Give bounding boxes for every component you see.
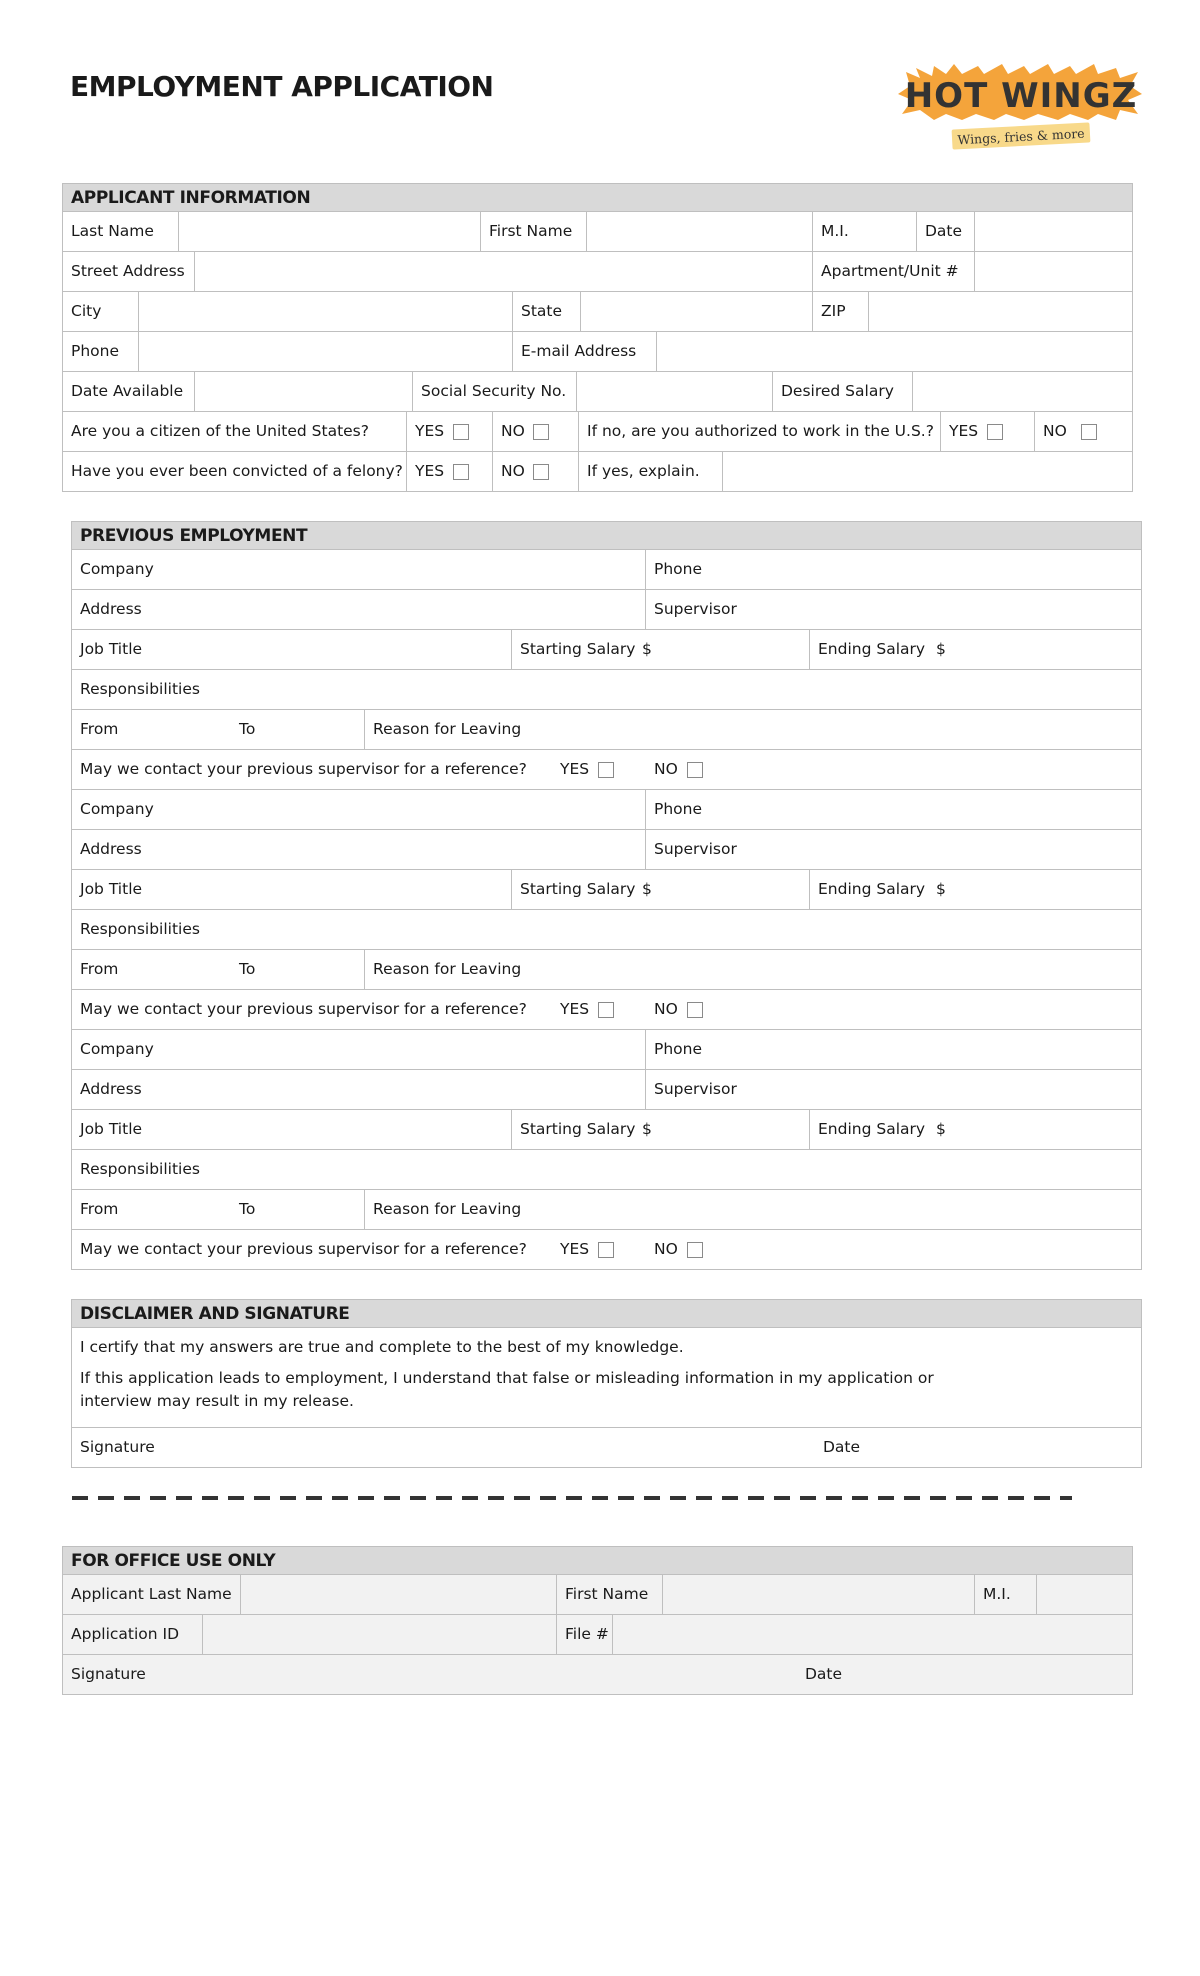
no-label: NO	[501, 462, 525, 480]
from-label: From	[80, 720, 119, 738]
starting-salary-label: Starting Salary	[520, 880, 636, 898]
employer-row-address	[72, 590, 1141, 630]
file-label: File #	[557, 1615, 613, 1654]
starting-salary-field[interactable]	[512, 870, 810, 909]
job-title-field[interactable]: Job Title	[72, 870, 512, 909]
authorized-question: If no, are you authorized to work in the U.S.?	[579, 412, 941, 451]
contact-yes-checkbox[interactable]	[598, 1242, 614, 1258]
contact-no-checkbox[interactable]	[687, 1242, 703, 1258]
ending-salary-field[interactable]	[810, 1110, 1141, 1149]
explain-field[interactable]	[723, 452, 1132, 491]
reason-for-leaving-field[interactable]: Reason for Leaving	[373, 1200, 522, 1218]
felony-question: Have you ever been convicted of a felony?	[63, 452, 407, 491]
employer-address-field[interactable]: Address	[72, 830, 646, 869]
apartment-label: Apartment/Unit #	[813, 252, 975, 291]
employer-row-dates	[72, 1190, 1141, 1230]
city-field[interactable]	[139, 292, 513, 331]
date-available-label: Date Available	[63, 372, 195, 411]
first-name-field[interactable]	[663, 1575, 975, 1614]
employer-row-company	[72, 790, 1141, 830]
currency-symbol: $	[642, 880, 652, 898]
to-label: To	[239, 1200, 256, 1218]
employer-row-contact	[72, 990, 1141, 1030]
section-header: PREVIOUS EMPLOYMENT	[72, 522, 1141, 550]
ssn-field[interactable]	[577, 372, 773, 411]
state-field[interactable]	[581, 292, 813, 331]
applicant-last-name-field[interactable]	[241, 1575, 557, 1614]
company-field[interactable]: Company	[72, 790, 646, 829]
form-row-availability	[63, 372, 1132, 412]
yes-label: YES	[949, 422, 979, 440]
office-use-section	[62, 1546, 1133, 1695]
currency-symbol: $	[642, 640, 652, 658]
section-header: APPLICANT INFORMATION	[63, 184, 1132, 212]
release-statement: If this application leads to employment, I understand that false or misleading information in my application or interview may result in my release.	[80, 1369, 934, 1410]
authorized-no-option[interactable]	[1035, 412, 1132, 451]
reason-for-leaving-field[interactable]: Reason for Leaving	[373, 960, 522, 978]
to-label: To	[239, 720, 256, 738]
no-label: NO	[654, 1000, 678, 1018]
felony-no-option[interactable]	[493, 452, 579, 491]
employer-row-company	[72, 550, 1141, 590]
citizen-no-checkbox[interactable]	[533, 424, 549, 440]
previous-employment-section	[71, 521, 1142, 1270]
contact-question: May we contact your previous supervisor for a reference?	[80, 1000, 527, 1018]
employer-address-field[interactable]: Address	[72, 590, 646, 629]
from-label: From	[80, 1200, 119, 1218]
employer-row-responsibilities	[72, 910, 1141, 950]
ending-salary-label: Ending Salary	[818, 1120, 926, 1138]
desired-salary-label: Desired Salary	[773, 372, 913, 411]
applicant-information-section	[62, 183, 1133, 492]
form-row-citizenship	[63, 412, 1132, 452]
section-header: DISCLAIMER AND SIGNATURE	[72, 1300, 1141, 1328]
desired-salary-field[interactable]	[913, 372, 1132, 411]
street-address-label: Street Address	[63, 252, 195, 291]
form-row-city	[63, 292, 1132, 332]
responsibilities-field[interactable]: Responsibilities	[80, 920, 200, 938]
svg-text:HOT WINGZ: HOT WINGZ	[904, 76, 1138, 116]
form-row-address	[63, 252, 1132, 292]
dates-field[interactable]	[72, 950, 365, 989]
employer-address-field[interactable]: Address	[72, 1070, 646, 1109]
no-label: NO	[654, 760, 678, 778]
state-label: State	[513, 292, 581, 331]
date-field[interactable]	[975, 212, 1132, 251]
office-row-name	[63, 1575, 1132, 1615]
employer-block	[72, 1030, 1141, 1270]
starting-salary-label: Starting Salary	[520, 640, 636, 658]
disclaimer-section	[71, 1299, 1142, 1468]
mi-label: M.I.	[975, 1575, 1037, 1614]
form-row-contact	[63, 332, 1132, 372]
certify-statement: I certify that my answers are true and complete to the best of my knowledge.	[80, 1338, 684, 1356]
employer-row-address	[72, 830, 1141, 870]
responsibilities-field[interactable]: Responsibilities	[80, 680, 200, 698]
city-label: City	[63, 292, 139, 331]
supervisor-field[interactable]: Supervisor	[654, 600, 737, 618]
date-available-field[interactable]	[195, 372, 413, 411]
citizen-question: Are you a citizen of the United States?	[63, 412, 407, 451]
job-title-field[interactable]: Job Title	[72, 630, 512, 669]
form-row-name	[63, 212, 1132, 252]
employer-row-contact	[72, 1230, 1141, 1270]
disclaimer-text	[72, 1328, 1141, 1428]
employer-phone-field[interactable]: Phone	[654, 560, 703, 578]
contact-yes-checkbox[interactable]	[598, 762, 614, 778]
employer-row-responsibilities	[72, 670, 1141, 710]
email-label: E-mail Address	[513, 332, 657, 371]
employer-phone-field[interactable]: Phone	[654, 1040, 703, 1058]
employer-row-address	[72, 1070, 1141, 1110]
first-name-field[interactable]	[587, 212, 813, 251]
authorized-yes-option[interactable]	[941, 412, 1035, 451]
currency-symbol: $	[642, 1120, 652, 1138]
date-label: Date	[805, 1665, 843, 1683]
employer-block	[72, 790, 1141, 1030]
application-id-label: Application ID	[63, 1615, 203, 1654]
company-field[interactable]: Company	[72, 1030, 646, 1069]
no-label: NO	[1043, 422, 1067, 440]
felony-yes-checkbox[interactable]	[453, 464, 469, 480]
mi-field[interactable]	[1037, 1575, 1132, 1614]
starting-salary-field[interactable]	[512, 630, 810, 669]
currency-symbol: $	[936, 880, 946, 898]
form-row-felony	[63, 452, 1132, 492]
authorized-no-checkbox[interactable]	[1081, 424, 1097, 440]
employer-block	[72, 550, 1141, 790]
yes-label: YES	[560, 1000, 590, 1018]
citizen-no-option[interactable]	[493, 412, 579, 451]
employer-row-job	[72, 870, 1141, 910]
date-label: Date	[823, 1438, 861, 1456]
supervisor-field[interactable]: Supervisor	[654, 840, 737, 858]
starting-salary-field[interactable]	[512, 1110, 810, 1149]
file-field[interactable]	[613, 1615, 1132, 1654]
explain-label: If yes, explain.	[579, 452, 723, 491]
ending-salary-field[interactable]	[810, 870, 1141, 909]
no-label: NO	[501, 422, 525, 440]
signature-row[interactable]	[72, 1428, 1141, 1468]
felony-yes-option[interactable]	[407, 452, 493, 491]
phone-label: Phone	[63, 332, 139, 371]
applicant-last-name-label: Applicant Last Name	[63, 1575, 241, 1614]
supervisor-field[interactable]: Supervisor	[654, 1080, 737, 1098]
no-label: NO	[654, 1240, 678, 1258]
employer-row-dates	[72, 710, 1141, 750]
responsibilities-field[interactable]: Responsibilities	[80, 1160, 200, 1178]
citizen-yes-option[interactable]	[407, 412, 493, 451]
company-field[interactable]: Company	[72, 550, 646, 589]
apartment-field[interactable]	[975, 252, 1132, 291]
yes-label: YES	[415, 422, 445, 440]
email-field[interactable]	[657, 332, 1132, 371]
application-id-field[interactable]	[203, 1615, 557, 1654]
last-name-label: Last Name	[63, 212, 179, 251]
ending-salary-label: Ending Salary	[818, 640, 926, 658]
zip-field[interactable]	[869, 292, 1132, 331]
dates-field[interactable]	[72, 1190, 365, 1229]
signature-label: Signature	[80, 1438, 155, 1456]
starting-salary-label: Starting Salary	[520, 1120, 636, 1138]
office-row-id	[63, 1615, 1132, 1655]
yes-label: YES	[560, 1240, 590, 1258]
employer-row-contact	[72, 750, 1141, 790]
dates-field[interactable]	[72, 710, 365, 749]
ending-salary-label: Ending Salary	[818, 880, 926, 898]
yes-label: YES	[415, 462, 445, 480]
employer-row-company	[72, 1030, 1141, 1070]
svg-text:Wings, fries & more: Wings, fries & more	[957, 125, 1085, 148]
reason-for-leaving-field[interactable]: Reason for Leaving	[373, 720, 522, 738]
contact-question: May we contact your previous supervisor for a reference?	[80, 760, 527, 778]
employer-row-responsibilities	[72, 1150, 1141, 1190]
first-name-label: First Name	[481, 212, 587, 251]
contact-question: May we contact your previous supervisor for a reference?	[80, 1240, 527, 1258]
mi-field[interactable]: M.I.	[813, 212, 917, 251]
first-name-label: First Name	[557, 1575, 663, 1614]
company-logo	[898, 64, 1144, 154]
contact-yes-checkbox[interactable]	[598, 1002, 614, 1018]
signature-label: Signature	[71, 1665, 146, 1683]
citizen-yes-checkbox[interactable]	[453, 424, 469, 440]
section-header: FOR OFFICE USE ONLY	[63, 1547, 1132, 1575]
currency-symbol: $	[936, 640, 946, 658]
contact-no-checkbox[interactable]	[687, 762, 703, 778]
authorized-yes-checkbox[interactable]	[987, 424, 1003, 440]
phone-field[interactable]	[139, 332, 513, 371]
contact-no-checkbox[interactable]	[687, 1002, 703, 1018]
currency-symbol: $	[936, 1120, 946, 1138]
to-label: To	[239, 960, 256, 978]
employer-row-job	[72, 630, 1141, 670]
office-row-signature[interactable]	[63, 1655, 1132, 1695]
ending-salary-field[interactable]	[810, 630, 1141, 669]
felony-no-checkbox[interactable]	[533, 464, 549, 480]
employer-phone-field[interactable]: Phone	[654, 800, 703, 818]
ssn-label: Social Security No.	[413, 372, 577, 411]
employer-row-job	[72, 1110, 1141, 1150]
job-title-field[interactable]: Job Title	[72, 1110, 512, 1149]
page-title: EMPLOYMENT APPLICATION	[70, 70, 494, 103]
street-address-field[interactable]	[195, 252, 813, 291]
date-label: Date	[917, 212, 975, 251]
cut-line-divider	[72, 1496, 1072, 1500]
zip-label: ZIP	[813, 292, 869, 331]
from-label: From	[80, 960, 119, 978]
last-name-field[interactable]	[179, 212, 481, 251]
employer-row-dates	[72, 950, 1141, 990]
yes-label: YES	[560, 760, 590, 778]
